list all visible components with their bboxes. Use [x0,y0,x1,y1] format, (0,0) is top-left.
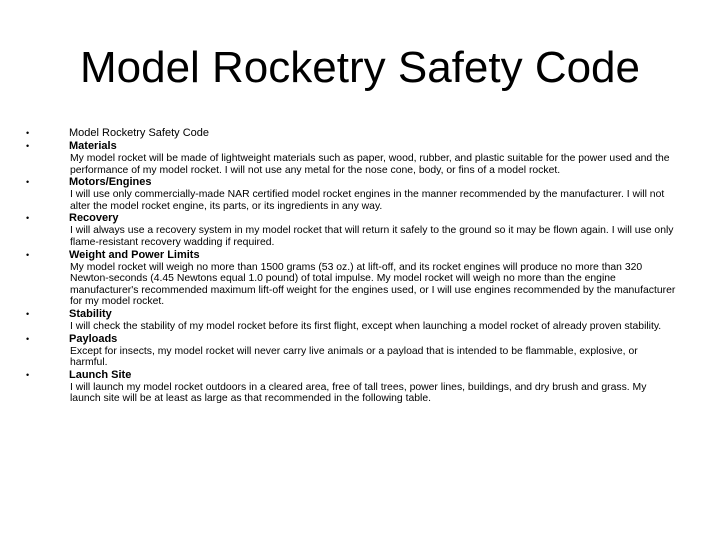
bullet-icon: • [26,249,30,260]
bullet-icon: • [26,308,30,319]
item-heading: Weight and Power Limits [69,248,200,261]
item-body: My model rocket will weigh no more than 1500 grams (53 oz.) at lift-off, and its rocket engines will produce no more than 320 Newton-seconds (4.45 Newtons equal 1.0 pound) of total impulse. My model rocket will weigh no more than the engine manufacturer's recommended maximum lift-off weight for the engines used, or I will use engines recommended by the manufacturer for my model rocket. [70,261,676,308]
list-item-intro [26,127,676,140]
bullet-icon: • [26,369,30,380]
list-item-stability [26,308,676,333]
list-item-weight-power-limits [26,249,676,308]
bullet-icon: • [26,177,30,188]
list-item-payloads [26,333,676,369]
list-item-recovery [26,212,676,248]
list-item-launch-site [26,369,676,405]
item-heading: Motors/Engines [69,176,152,189]
safety-code-list [26,127,676,405]
item-body: I will use only commercially-made NAR certified model rocket engines in the manner recommended by the manufacturer. I will not alter the model rocket engine, its parts, or its ingredients in any way. [70,189,665,212]
item-heading: Payloads [69,332,118,345]
bullet-icon: • [26,333,30,344]
bullet-icon: • [26,141,30,151]
item-body: I will always use a recovery system in my model rocket that will return it safely to the ground so it may be flown again. I will use only flame-resistant recovery wadding if required. [70,225,674,248]
bullet-icon: • [26,128,30,138]
item-heading: Model Rocketry Safety Code [69,127,210,139]
item-body: Except for insects, my model rocket will never carry live animals or a payload that is intended to be flammable, explosive, or harmful. [70,345,638,369]
item-heading: Stability [69,307,112,320]
item-body: I will launch my model rocket outdoors in a cleared area, free of tall trees, power lines, buildings, and dry brush and grass. My launch site will be at least as large as that recommended in the following table. [70,381,647,405]
item-body: My model rocket will be made of lightweight materials such as paper, wood, rubber, and plastic suitable for the power used and the performance of my model rocket. I will not use any metal for the nose cone, body, or fins of a model rocket. [70,153,670,176]
item-body: I will check the stability of my model rocket before its first flight, except when launching a model rocket of already proven stability. [70,320,662,332]
bullet-icon: • [26,213,30,224]
list-item-materials [26,140,676,176]
item-heading: Recovery [69,212,119,225]
slide-title: Model Rocketry Safety Code [79,43,641,92]
list-item-motors-engines [26,176,676,212]
item-heading: Materials [69,140,117,152]
item-heading: Launch Site [69,368,132,381]
